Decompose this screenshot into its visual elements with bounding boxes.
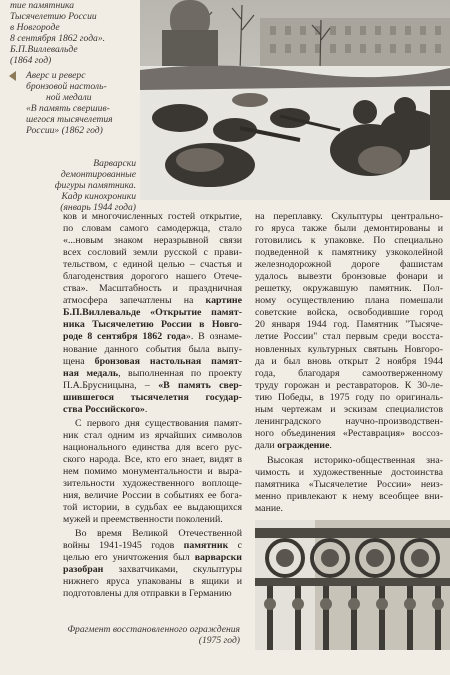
caption-line: 8 сентября 1862 года».	[10, 33, 106, 44]
caption-line: Фрагмент восстановленного ограждения	[67, 624, 240, 635]
text-line: тельством, с единой целью – счастья и	[63, 259, 242, 271]
bold-run: шившегося тысячелетия государ-	[63, 391, 242, 403]
left-text-column	[63, 211, 242, 601]
bold-run: ограждение	[277, 439, 330, 451]
text-run: П.А.Брусницына, –	[63, 379, 159, 391]
text-line: памятника «Тысячелетие России» неиз-	[255, 479, 443, 491]
paragraph	[63, 211, 242, 416]
text-line: ства». Масштабность и праздничная	[63, 283, 242, 295]
caption-barbaric	[20, 158, 136, 213]
text-line	[63, 331, 242, 343]
caption-line: бронзовой настоль-	[26, 81, 107, 92]
caption-monument	[10, 0, 130, 66]
text-run: .	[329, 439, 332, 451]
text-line: чимость и художественные достоинства	[255, 466, 443, 478]
text-line: летие России" стал первым среди восста-	[255, 331, 443, 343]
text-line: тию Победы, в 1975 году по оригиналь-	[255, 391, 443, 403]
text-line: зительности художественного воплоще-	[63, 478, 242, 490]
text-line: ков и многочисленных гостей открытие,	[63, 211, 242, 222]
text-line: Высокая историко-общественная зна-	[267, 454, 443, 466]
caption-line: Б.П.Виллевальде	[10, 44, 78, 55]
text-line: подведенной к памятнику узкоколейной	[255, 247, 443, 259]
caption-fence	[50, 624, 240, 646]
text-run: щена	[63, 355, 95, 367]
bold-run: картине	[205, 295, 242, 307]
text-line: ния, величие России в событиях ее бога-	[63, 490, 242, 502]
text-line: решетку, окружавшую памятник. Пол-	[255, 283, 443, 295]
caption-line: шегося тысячелетия	[26, 114, 113, 125]
text-run: дали	[255, 439, 278, 451]
bold-run: варварски	[194, 552, 242, 564]
text-line: ленинградского научно-производствен-	[255, 415, 443, 427]
text-line: нование данного события была выпу-	[63, 343, 242, 355]
text-run: захватчиками, скульптуры	[103, 564, 242, 576]
wartime-snow-scene-photo	[140, 0, 450, 200]
caption-line: (1975 год)	[198, 635, 240, 646]
snow-scene-illustration	[140, 0, 450, 200]
text-line: железнодорожной дороге фашистам	[255, 259, 443, 271]
text-line	[63, 368, 242, 380]
bold-run: памятник	[183, 540, 229, 552]
text-line	[63, 380, 242, 392]
paragraph	[255, 455, 443, 515]
text-line: удалось вывезти бронзовые фонари и	[255, 271, 443, 283]
text-line: благоденствия дорогого нашего Отече-	[63, 271, 242, 283]
text-line: ным чертежам и эскизам специалистов	[255, 403, 443, 415]
text-line	[63, 392, 242, 404]
text-line: го яруса также были демонтированы и	[255, 223, 443, 235]
text-line: ного объединения «Реставрация» воссоз-	[255, 427, 443, 439]
caption-pointer-icon	[9, 71, 16, 81]
caption-line: тие памятника	[10, 0, 75, 11]
text-line: труду горожан и реставраторов. К 30-ле-	[255, 379, 443, 391]
text-run: , выполненная по проекту	[118, 367, 242, 379]
text-line: мужей и преемственности поколений.	[63, 514, 223, 526]
caption-line: Аверс и реверс	[26, 70, 86, 81]
caption-medal	[20, 70, 142, 136]
text-line	[63, 540, 242, 552]
text-line: нем помимо монументальности и выра-	[63, 465, 242, 477]
bold-run: ная медаль	[63, 367, 119, 379]
text-line: ства Российского».	[63, 403, 148, 415]
text-line: да и был вновь открыт 2 ноября 1944	[255, 355, 443, 367]
caption-line: демонтированные	[60, 169, 136, 180]
text-line	[63, 295, 242, 307]
caption-line: «В память свершив-	[26, 103, 110, 114]
text-line: новленных культурных святынь Новгоро-	[255, 343, 443, 355]
caption-line: России» (1862 год)	[26, 125, 103, 136]
text-line: готовились к упаковке. По специально	[255, 235, 443, 247]
paragraph	[63, 418, 242, 526]
text-line: ному осуществлению плана помешали	[255, 295, 443, 307]
fence-illustration	[255, 520, 450, 650]
restored-fence-photo	[255, 520, 450, 650]
caption-line: Варварски	[93, 158, 136, 169]
text-run: с	[228, 540, 242, 552]
text-line	[63, 356, 242, 368]
text-line	[63, 307, 242, 319]
text-line: всех сословий земли русской с прави-	[63, 247, 242, 259]
text-line: советские войска, освободившие город	[255, 307, 443, 319]
caption-line: Тысячелетию России	[10, 11, 97, 22]
bold-run: ства Российского»	[63, 403, 145, 415]
text-line: «...новым знаком неразрывной связи	[63, 235, 242, 247]
text-line: С первого дня существования памят-	[75, 417, 242, 429]
text-line: Во время Великой Отечественной	[75, 528, 242, 540]
text-line	[255, 440, 443, 452]
text-line: 20 января 1944 год. Памятник "Тысяче-	[255, 319, 443, 331]
text-line: мание.	[255, 503, 283, 515]
text-line: по словам самого самодержца, стало	[63, 223, 242, 235]
caption-line: Кадр кинохроники	[61, 191, 136, 202]
paragraph	[63, 528, 242, 600]
text-line	[63, 319, 242, 331]
caption-line: ной медали	[46, 92, 92, 103]
bold-run: роде 8 сентября 1862 года	[63, 331, 186, 343]
bold-run: Б.П.Виллевальде «Открытие памят-	[63, 307, 242, 319]
caption-line: (январь 1944 года)	[60, 202, 136, 213]
caption-line: фигуры памятника.	[54, 180, 136, 191]
text-run: войны 1941-1945 годов	[63, 540, 184, 552]
text-run: целью его уничтожения был	[63, 552, 195, 564]
bold-run: бронзовая настольная памят-	[94, 355, 242, 367]
bold-run: разобран	[63, 564, 104, 576]
text-line: ник стал одним из ярчайших символов	[63, 429, 242, 441]
text-line	[63, 564, 242, 576]
text-line: ского народа. Все, кто его знает, видят в	[63, 453, 242, 465]
caption-line: в Новгороде	[10, 22, 60, 33]
paragraph	[255, 211, 443, 452]
text-run: ». В ознаме-	[185, 331, 242, 343]
text-line: подготовлены для отправки в Германию	[63, 588, 232, 600]
text-line: нижнего яруса упакованы в ящики и	[63, 576, 242, 588]
text-run: атмосфера запечатлены на	[63, 295, 206, 307]
bold-run: ника Тысячелетию России в Новго-	[63, 319, 242, 331]
caption-line: (1864 год)	[10, 55, 52, 66]
bold-run: «В память свер-	[158, 379, 242, 391]
text-line: на переплавку. Скульптуры центрально-	[255, 211, 443, 222]
text-line: менно привлекают к нему всеобщее вни-	[255, 491, 443, 503]
text-line: года, благодаря самоотверженному	[255, 367, 443, 379]
text-line	[63, 552, 242, 564]
text-line: национального единства для всего рус-	[63, 441, 242, 453]
right-text-column	[255, 211, 443, 515]
text-line: той истории, в судьбах ее выдающихся	[63, 502, 242, 514]
